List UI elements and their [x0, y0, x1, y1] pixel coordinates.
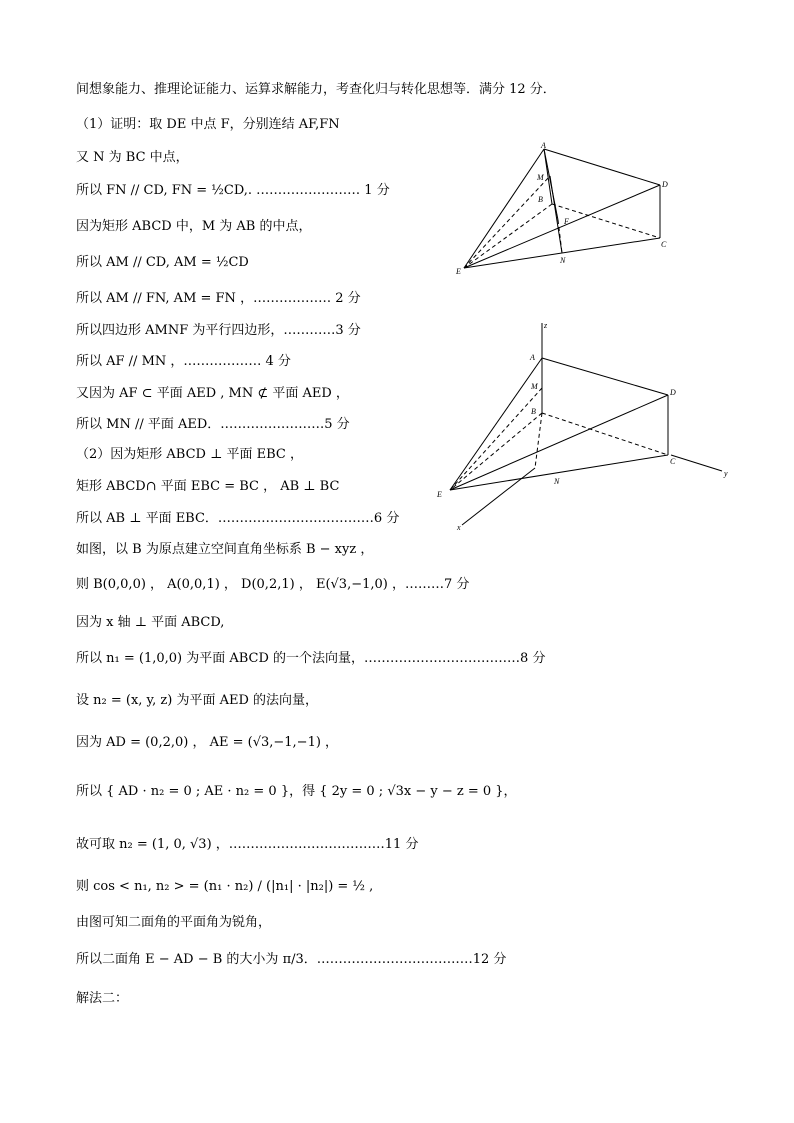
text-line-20: 因为 AD = (0,2,0) ， AE = (√3,−1,−1) ， [76, 735, 339, 750]
text-line-6: 所以 AM // CD, AM = ½CD [76, 255, 249, 270]
text-line-14: 所以 AB ⊥ 平面 EBC．………………………………6 分 [76, 511, 400, 526]
label-F: F [564, 217, 569, 226]
text-line-22: 故可取 n₂ = (1, 0, √3) ，………………………………11 分 [76, 837, 419, 852]
text-line-24: 由图可知二面角的平面角为锐角， [76, 915, 272, 930]
edge-AB [544, 149, 552, 204]
text-line-15: 如图，以 B 为原点建立空间直角坐标系 B − xyz ， [76, 542, 374, 557]
label-z: z [544, 321, 548, 330]
y-axis [671, 455, 722, 471]
label-D: D [670, 388, 676, 397]
text-line-21: 所以 { AD · n₂ = 0 ; AE · n₂ = 0 }，得 { 2y = 0 ; √3x − y − z = 0 }， [76, 784, 517, 799]
edge-EM [450, 388, 542, 490]
text-line-7: 所以 AM // FN, AM = FN ，……………… 2 分 [76, 291, 361, 306]
x-axis [462, 468, 535, 525]
label-M: M [537, 173, 544, 182]
edge-AD [544, 149, 660, 185]
label-B: B [531, 407, 536, 416]
text-line-23: 则 cos < n₁, n₂ > = (n₁ · n₂) / (|n₁| · |n₂|) = ½ , [76, 879, 374, 894]
label-D: D [662, 180, 668, 189]
edge-FN [558, 220, 562, 253]
label-N: N [554, 477, 560, 486]
text-line-3: 又 N 为 BC 中点， [76, 150, 189, 165]
label-y: y [724, 469, 728, 478]
text-line-13: 矩形 ABCD∩ 平面 EBC = BC ， AB ⊥ BC [76, 479, 340, 494]
text-line-1: 间想象能力、推理论证能力、运算求解能力，考查化归与转化思想等．满分 12 分． [76, 82, 556, 97]
text-line-5: 因为矩形 ABCD 中，M 为 AB 的中点， [76, 219, 312, 234]
label-x: x [457, 523, 461, 532]
label-N: N [560, 256, 566, 265]
text-line-16: 则 B(0,0,0) ， A(0,0,1) ， D(0,2,1) ， E(√3,−1,0) ，………7 分 [76, 577, 470, 592]
edge-B-x [535, 413, 542, 468]
text-line-19: 设 n₂ = (x, y, z) 为平面 AED 的法向量， [76, 693, 319, 708]
text-line-11: 所以 MN // 平面 AED．……………………5 分 [76, 417, 350, 432]
geometry-figure-1 [452, 140, 682, 280]
edge-AD [542, 358, 668, 395]
text-line-8: 所以四边形 AMNF 为平行四边形，…………3 分 [76, 323, 361, 338]
label-C: C [661, 240, 667, 249]
label-E: E [437, 490, 442, 499]
label-A: A [530, 353, 535, 362]
text-line-4: 所以 FN // CD, FN = ½CD,. …………………… 1 分 [76, 183, 390, 198]
edge-BC [542, 413, 668, 455]
label-E: E [456, 267, 461, 276]
label-M: M [531, 382, 538, 391]
label-C: C [670, 457, 676, 466]
text-line-25: 所以二面角 E − AD − B 的大小为 π/3．………………………………12 分 [76, 952, 507, 967]
text-line-17: 因为 x 轴 ⊥ 平面 ABCD, [76, 615, 225, 630]
text-line-10: 又因为 AF ⊂ 平面 AED , MN ⊄ 平面 AED ， [76, 386, 349, 401]
label-A: A [541, 141, 546, 150]
text-line-12: （2）因为矩形 ABCD ⊥ 平面 EBC ， [76, 447, 303, 462]
text-line-18: 所以 n₁ = (1,0,0) 为平面 ABCD 的一个法向量，………………………………8 分 [76, 651, 546, 666]
text-line-2: （1）证明：取 DE 中点 F，分别连结 AF,FN [76, 117, 340, 132]
edge-AE [464, 149, 544, 268]
text-line-26: 解法二： [76, 991, 129, 1006]
geometry-figure-2 [430, 318, 740, 533]
edge-EM [464, 176, 550, 268]
text-line-9: 所以 AF // MN ，……………… 4 分 [76, 354, 291, 369]
label-B: B [538, 195, 543, 204]
